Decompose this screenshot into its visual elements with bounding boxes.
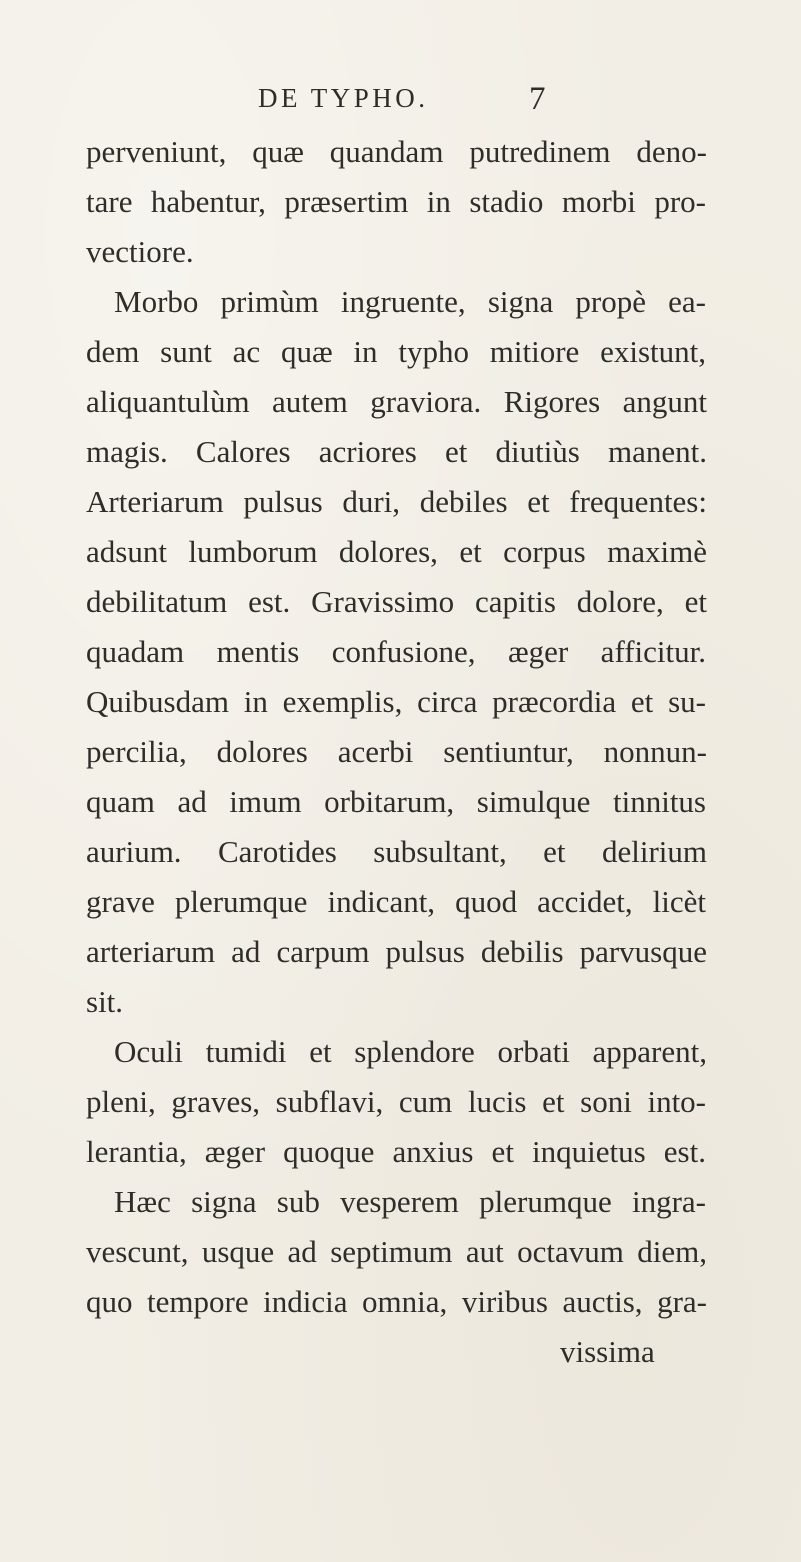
text-line: quam ad imum orbitarum, simulque tinnitus: [86, 784, 706, 819]
text-line: Oculi tumidi et splendore orbati apparent,: [114, 1034, 707, 1069]
text-line: percilia, dolores acerbi sentiuntur, nonnun-: [86, 734, 707, 769]
page-number: 7: [529, 81, 546, 117]
text-line: adsunt lumborum dolores, et corpus maximè: [86, 534, 707, 569]
text-line: Quibusdam in exemplis, circa præcordia et su-: [86, 684, 706, 719]
text-line: pleni, graves, subflavi, cum lucis et soni into-: [86, 1084, 706, 1119]
text-line: tare habentur, præsertim in stadio morbi pro-: [86, 184, 706, 219]
text-line: quo tempore indicia omnia, viribus auctis, gra-: [86, 1284, 707, 1319]
text-line: debilitatum est. Gravissimo capitis dolore, et: [86, 584, 707, 619]
text-line: vectiore.: [86, 234, 194, 269]
text-line: Hæc signa sub vesperem plerumque ingra-: [114, 1184, 706, 1219]
text-line: lerantia, æger quoque anxius et inquietus est.: [86, 1134, 706, 1169]
text-line: dem sunt ac quæ in typho mitiore existunt,: [86, 334, 706, 369]
text-line: Arteriarum pulsus duri, debiles et frequentes:: [86, 484, 707, 519]
text-line: grave plerumque indicant, quod accidet, licèt: [86, 884, 706, 919]
text-line: aurium. Carotides subsultant, et delirium: [86, 834, 707, 869]
text-line: Morbo primùm ingruente, signa propè ea-: [114, 284, 706, 319]
text-line: sit.: [86, 984, 124, 1019]
text-line: vescunt, usque ad septimum aut octavum diem,: [86, 1234, 707, 1269]
text-line: aliquantulùm autem graviora. Rigores angunt: [86, 384, 707, 419]
running-title: DE TYPHO.: [258, 83, 429, 113]
text-line: perveniunt, quæ quandam putredinem deno-: [86, 134, 707, 169]
catchword: vissima: [560, 1334, 655, 1369]
running-head: [0, 83, 801, 123]
text-line: arteriarum ad carpum pulsus debilis parvusque: [86, 934, 707, 969]
text-line: magis. Calores acriores et diutiùs manent.: [86, 434, 707, 469]
text-line: quadam mentis confusione, æger afficitur.: [86, 634, 706, 669]
